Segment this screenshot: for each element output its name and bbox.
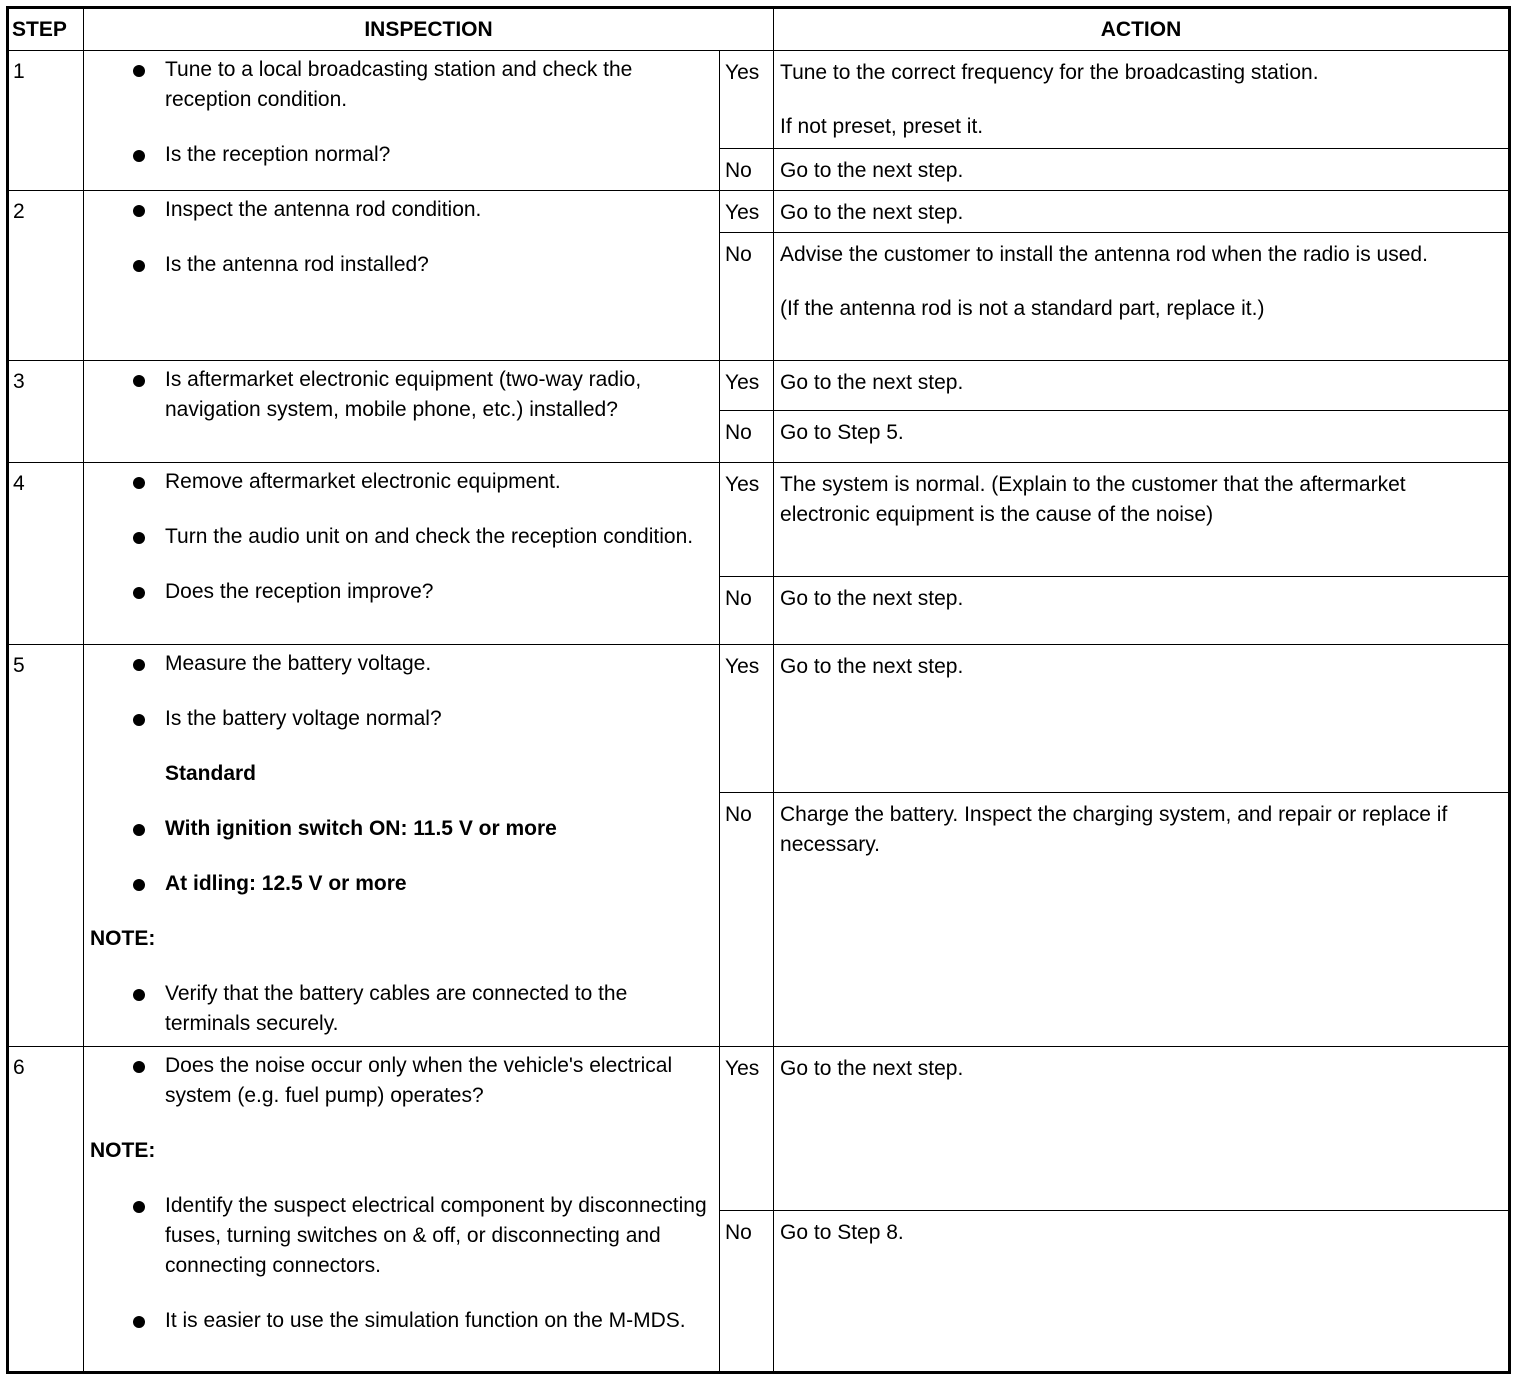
inspection-bullet: Remove aftermarket electronic equipment.	[90, 467, 707, 497]
inspection-cell	[84, 1047, 720, 1373]
answer-cell: Yes	[720, 191, 774, 233]
inspection-cell	[84, 51, 720, 191]
action-cell	[774, 361, 1510, 411]
action-cell	[774, 645, 1510, 793]
inspection-bullet: Tune to a local broadcasting station and check the reception condition.	[90, 55, 707, 115]
action-cell	[774, 411, 1510, 463]
answer-cell: Yes	[720, 51, 774, 149]
action-text: Advise the customer to install the antenna rod when the radio is used.	[780, 243, 1428, 266]
inspection-cell	[84, 463, 720, 645]
action-cell	[774, 233, 1510, 361]
step-header: STEP	[8, 8, 84, 51]
inspection-bullet: Identify the suspect electrical component by disconnecting fuses, turning switches on & off, or disconnecting and connecting connectors.	[90, 1191, 707, 1281]
action-text: Go to the next step.	[780, 587, 964, 610]
answer-cell: Yes	[720, 1047, 774, 1211]
step-number: 6	[8, 1047, 84, 1373]
inspection-cell	[84, 361, 720, 463]
action-cell	[774, 1211, 1510, 1373]
note-label: NOTE:	[90, 927, 156, 950]
note-label: NOTE:	[90, 1139, 156, 1162]
inspection-cell	[84, 645, 720, 1047]
action-cell	[774, 793, 1510, 1047]
inspection-bullet: At idling: 12.5 V or more	[90, 869, 707, 899]
answer-cell: No	[720, 233, 774, 361]
inspection-bullet: Turn the audio unit on and check the reception condition.	[90, 522, 707, 552]
answer-cell: Yes	[720, 361, 774, 411]
action-text: Charge the battery. Inspect the charging system, and repair or replace if necessary.	[780, 803, 1448, 856]
inspection-bullet: Is the battery voltage normal?	[90, 704, 707, 734]
inspection-bullet: Does the reception improve?	[90, 577, 707, 607]
table-row	[8, 463, 1510, 577]
action-text: Go to Step 8.	[780, 1221, 904, 1244]
answer-cell: No	[720, 1211, 774, 1373]
answer-cell: No	[720, 577, 774, 645]
action-cell	[774, 51, 1510, 149]
action-cell	[774, 1047, 1510, 1211]
inspection-bullet: Is the antenna rod installed?	[90, 250, 707, 280]
step-number: 4	[8, 463, 84, 645]
inspection-bullet: Measure the battery voltage.	[90, 649, 707, 679]
answer-cell: No	[720, 411, 774, 463]
action-cell	[774, 191, 1510, 233]
action-text: Go to the next step.	[780, 159, 964, 182]
action-text: Go to the next step.	[780, 371, 964, 394]
action-text: Go to the next step.	[780, 1057, 964, 1080]
inspection-bullet: Verify that the battery cables are connected to the terminals securely.	[90, 979, 707, 1039]
inspection-bullet: Is aftermarket electronic equipment (two-way radio, navigation system, mobile phone, etc.) installed?	[90, 365, 707, 425]
answer-cell: No	[720, 149, 774, 191]
step-number: 3	[8, 361, 84, 463]
answer-cell: Yes	[720, 645, 774, 793]
inspection-bullet: With ignition switch ON: 11.5 V or more	[90, 814, 707, 844]
step-number: 1	[8, 51, 84, 191]
action-cell	[774, 577, 1510, 645]
action-header: ACTION	[774, 8, 1510, 51]
table-row	[8, 191, 1510, 233]
action-text: Tune to the correct frequency for the broadcasting station.	[780, 61, 1319, 84]
action-cell	[774, 463, 1510, 577]
inspection-bullet: Is the reception normal?	[90, 140, 707, 170]
answer-cell: Yes	[720, 463, 774, 577]
header-row	[8, 8, 1510, 51]
action-text: The system is normal. (Explain to the customer that the aftermarket electronic equipment is the cause of the noise)	[780, 473, 1406, 526]
action-text: Go to the next step.	[780, 201, 964, 224]
action-cell	[774, 149, 1510, 191]
answer-cell: No	[720, 793, 774, 1047]
action-text: (If the antenna rod is not a standard part, replace it.)	[780, 297, 1265, 320]
inspection-bullet: Inspect the antenna rod condition.	[90, 195, 707, 225]
inspection-bullet: Does the noise occur only when the vehicle's electrical system (e.g. fuel pump) operates?	[90, 1051, 707, 1111]
action-text: Go to the next step.	[780, 655, 964, 678]
step-number: 5	[8, 645, 84, 1047]
inspection-cell	[84, 191, 720, 361]
action-text: If not preset, preset it.	[780, 115, 984, 138]
inspection-bullet: It is easier to use the simulation function on the M-MDS.	[90, 1306, 707, 1336]
table-row	[8, 645, 1510, 793]
inspection-header: INSPECTION	[84, 8, 774, 51]
standard-label: Standard	[165, 762, 257, 785]
table-body	[8, 51, 1510, 1373]
step-number: 2	[8, 191, 84, 361]
table-row	[8, 1047, 1510, 1211]
table-row	[8, 51, 1510, 149]
action-text: Go to Step 5.	[780, 421, 904, 444]
diagnostic-table	[6, 6, 1511, 1374]
table-row	[8, 361, 1510, 411]
